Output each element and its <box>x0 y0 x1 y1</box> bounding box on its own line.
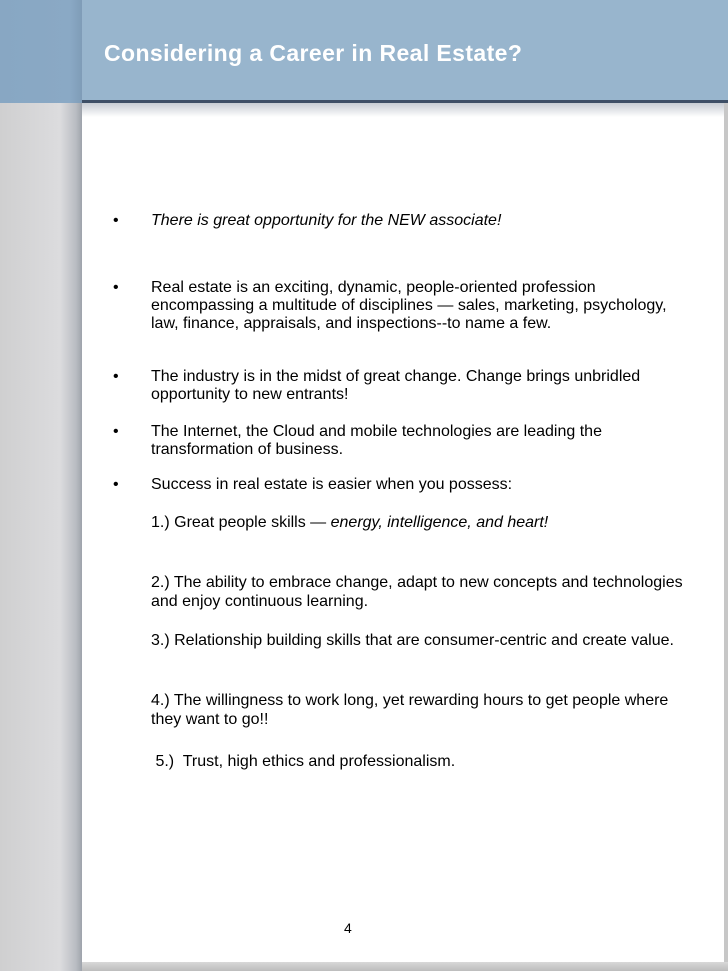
bullet-marker: • <box>113 212 119 229</box>
right-border <box>724 103 728 971</box>
bullet-industry-change: The industry is in the midst of great change. Change brings unbridled opportunity to new entrants! <box>151 368 641 403</box>
left-band-top <box>0 0 82 103</box>
bullet-success: Success in real estate is easier when you possess: <box>151 476 513 493</box>
list-item-3: 3.) Relationship building skills that are consumer-centric and create value. <box>151 632 674 649</box>
list-item-4: 4.) The willingness to work long, yet rewarding hours to get people where they want to go!! <box>151 692 669 728</box>
page-number: 4 <box>344 920 352 936</box>
list-item-1 <box>151 513 691 532</box>
list-item-1-emphasis: energy, intelligence, and heart! <box>330 514 549 531</box>
list-item-1-text: 1.) Great people skills — <box>151 514 331 531</box>
bullet-marker: • <box>113 476 119 493</box>
bullet-profession: Real estate is an exciting, dynamic, people-oriented profession encompassing a multitude of disciplines — sales, marketing, psychology, law, finance, appraisals, and inspections--to name a few. <box>151 279 667 332</box>
list-item-5: 5.) Trust, high ethics and professionalism. <box>151 753 456 770</box>
bullet-opportunity: There is great opportunity for the NEW associate! <box>151 212 502 229</box>
bullet-technology: The Internet, the Cloud and mobile technologies are leading the transformation of business. <box>151 423 602 458</box>
bullet-marker: • <box>113 423 119 440</box>
bullet-marker: • <box>113 368 119 385</box>
bottom-border <box>82 962 728 971</box>
bullet-marker: • <box>113 279 119 296</box>
left-decorative-band <box>0 0 82 971</box>
slide-title: Considering a Career in Real Estate? <box>104 40 523 66</box>
list-item-2: 2.) The ability to embrace change, adapt to new concepts and technologies and enjoy continuous learning. <box>151 574 683 610</box>
header-shadow <box>82 103 728 117</box>
